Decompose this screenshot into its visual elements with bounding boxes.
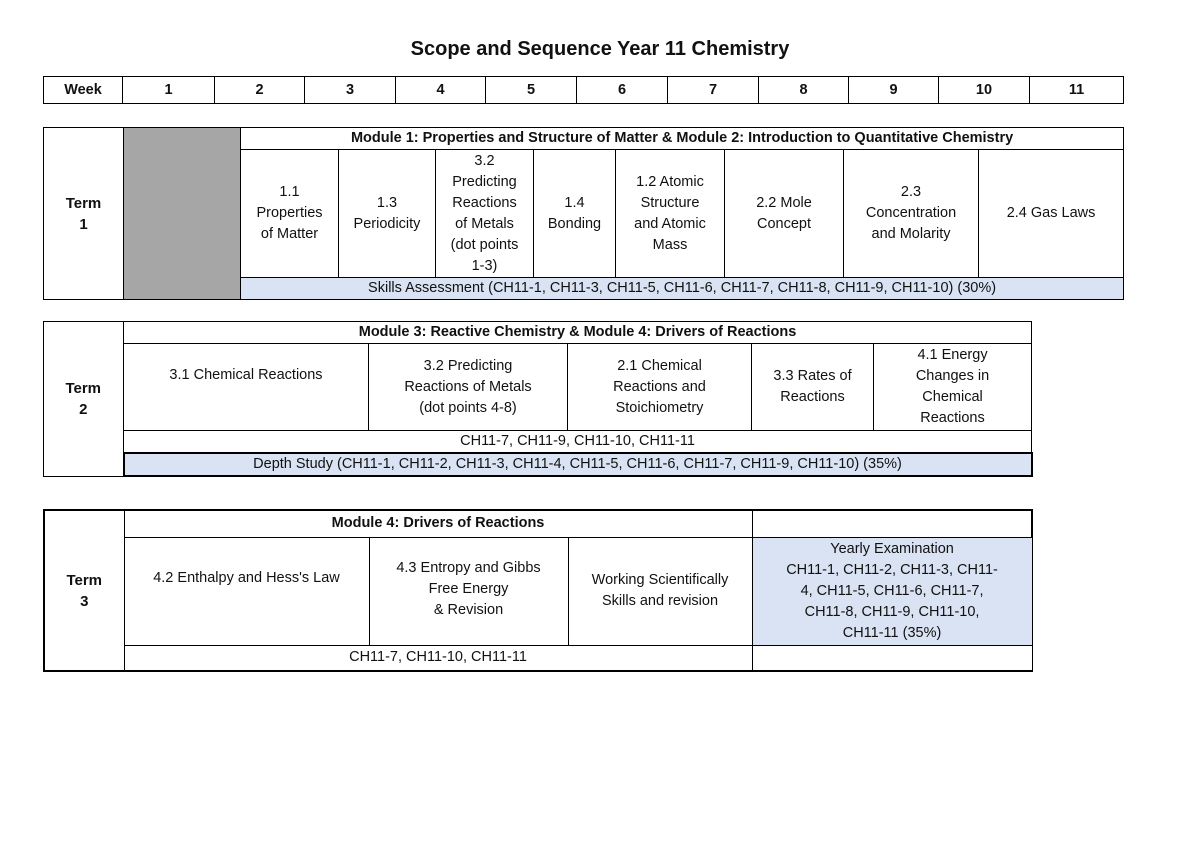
week-cell: 3: [305, 77, 396, 104]
term1-label: Term 1: [44, 128, 124, 300]
term3-empty-outcomes-cell: [752, 645, 1032, 671]
week-cell: 8: [759, 77, 849, 104]
term2-topic-3-3: 3.3 Rates of Reactions: [752, 344, 874, 431]
term2-outcomes: CH11-7, CH11-9, CH11-10, CH11-11: [124, 431, 1032, 454]
term1-topic-1-3: 1.3 Periodicity: [339, 150, 436, 278]
week-cell: 6: [577, 77, 668, 104]
term3-outcomes: CH11-7, CH11-10, CH11-11: [124, 645, 752, 671]
term3-yearly-exam: Yearly Examination CH11-1, CH11-2, CH11-3, CH11- 4, CH11-5, CH11-6, CH11-7, CH11-8, CH11-9, CH11-10, CH11-11 (35%): [752, 537, 1032, 645]
term1-topic-2-3: 2.3 Concentration and Molarity: [844, 150, 979, 278]
week-label: Week: [44, 77, 123, 104]
term1-topic-2-2: 2.2 Mole Concept: [725, 150, 844, 278]
term3-topic-4-2: 4.2 Enthalpy and Hess's Law: [124, 537, 369, 645]
week-cell: 10: [939, 77, 1030, 104]
term1-topic-3-2: 3.2 Predicting Reactions of Metals (dot points 1-3): [436, 150, 534, 278]
week-cell: 7: [668, 77, 759, 104]
term1-table: [43, 127, 1124, 300]
term2-label: Term 2: [44, 322, 124, 477]
term2-table: [43, 321, 1033, 477]
term2-assessment: Depth Study (CH11-1, CH11-2, CH11-3, CH11-4, CH11-5, CH11-6, CH11-7, CH11-9, CH11-10) (35%): [124, 453, 1032, 476]
week-cell: 2: [215, 77, 305, 104]
week-cell: 11: [1030, 77, 1124, 104]
page-title: Scope and Sequence Year 11 Chemistry: [410, 38, 790, 60]
term1-module-heading: Module 1: Properties and Structure of Matter & Module 2: Introduction to Quantitative Chemistry: [241, 128, 1124, 150]
week-cell: 5: [486, 77, 577, 104]
term1-topic-1-1: 1.1 Properties of Matter: [241, 150, 339, 278]
term1-topic-1-4: 1.4 Bonding: [534, 150, 616, 278]
term1-assessment: Skills Assessment (CH11-1, CH11-3, CH11-5, CH11-6, CH11-7, CH11-8, CH11-9, CH11-10) (30%): [241, 278, 1124, 300]
term3-module-heading: Module 4: Drivers of Reactions: [124, 510, 752, 537]
week-cell: 4: [396, 77, 486, 104]
term2-topic-3-2: 3.2 Predicting Reactions of Metals (dot points 4-8): [369, 344, 568, 431]
term2-topic-4-1: 4.1 Energy Changes in Chemical Reactions: [874, 344, 1032, 431]
term1-blank-cell: [124, 128, 241, 300]
term1-topic-2-4: 2.4 Gas Laws: [979, 150, 1124, 278]
term1-topic-1-2: 1.2 Atomic Structure and Atomic Mass: [616, 150, 725, 278]
term3-topic-4-3: 4.3 Entropy and Gibbs Free Energy & Revision: [369, 537, 568, 645]
term3-topic-working-scientifically: Working Scientifically Skills and revision: [568, 537, 752, 645]
week-cell: 1: [123, 77, 215, 104]
term3-label: Term 3: [44, 510, 124, 671]
term2-module-heading: Module 3: Reactive Chemistry & Module 4: Drivers of Reactions: [124, 322, 1032, 344]
term3-table: [43, 509, 1033, 672]
term2-topic-3-1: 3.1 Chemical Reactions: [124, 344, 369, 431]
term3-empty-heading-cell: [752, 510, 1032, 537]
week-cell: 9: [849, 77, 939, 104]
term2-topic-2-1: 2.1 Chemical Reactions and Stoichiometry: [568, 344, 752, 431]
week-header-table: [43, 76, 1124, 104]
